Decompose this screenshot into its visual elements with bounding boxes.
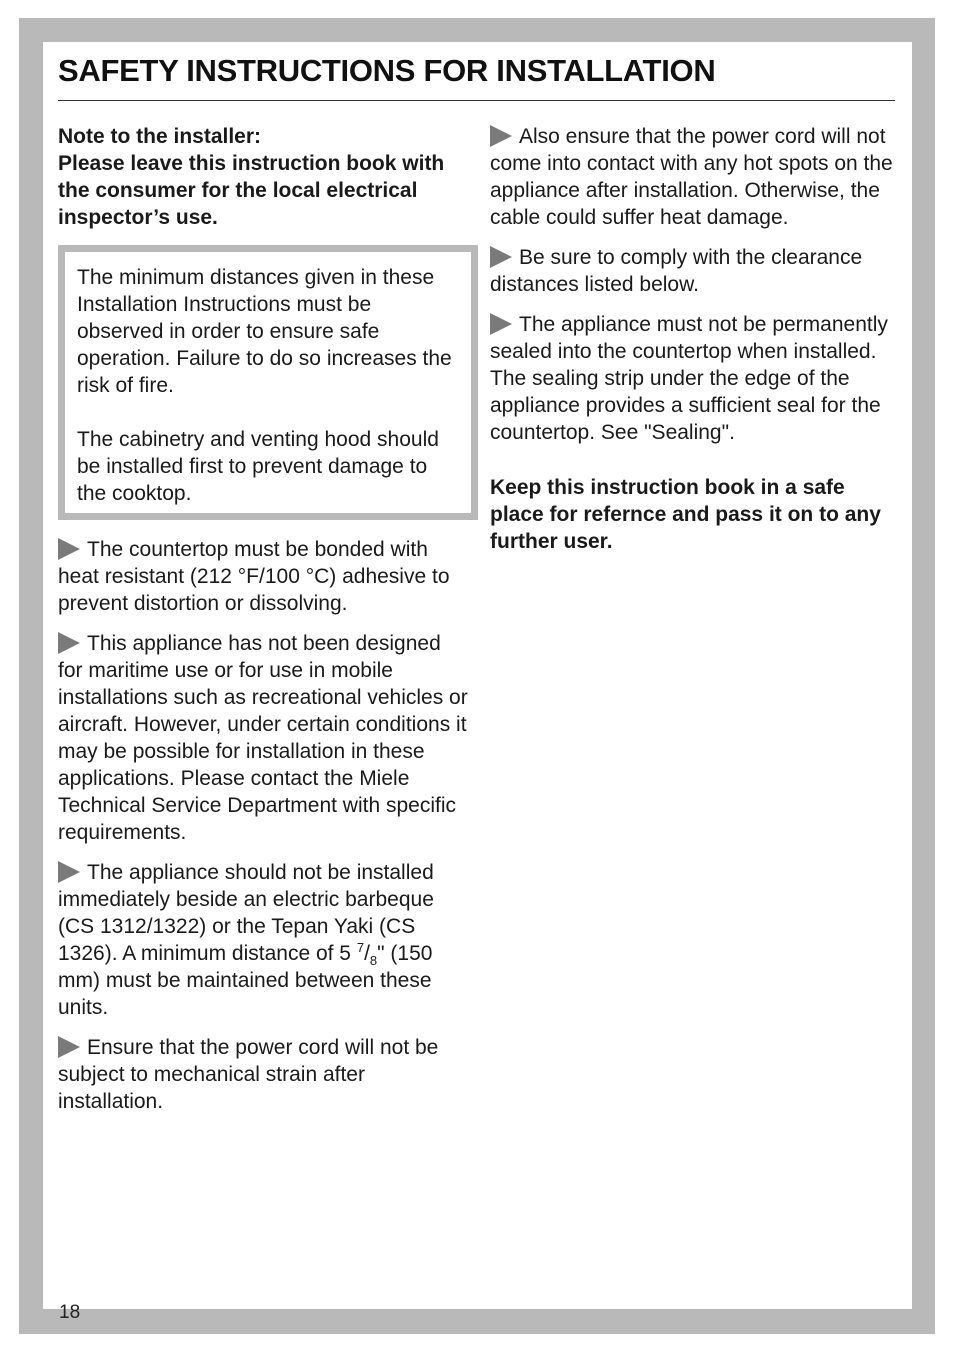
title-divider	[58, 100, 895, 101]
warning-box-paragraph-1: The minimum distances given in these Installation Instructions must be observed in order to ensure safe operation. Failure to do so increases the risk of fire.	[77, 266, 452, 397]
installer-note-text: Please leave this instruction book with the consumer for the local electrical inspector’s use.	[58, 152, 445, 229]
installer-note-heading: Note to the installer:	[58, 125, 262, 148]
triangle-right-icon	[490, 313, 512, 335]
list-item	[490, 123, 900, 231]
list-item-text: This appliance has not been designed for maritime use or for use in mobile installations such as recreational vehicles or aircraft. However, under certain conditions it may be possible for installation in these applications. Please contact the Miele Technical Service Department with specific requirements.	[58, 632, 468, 844]
list-item-text: Ensure that the power cord will not be subject to mechanical strain after installation.	[58, 1036, 439, 1113]
triangle-right-icon	[58, 861, 80, 883]
fraction-denominator: 8	[369, 953, 378, 969]
list-item-text-end: " (150 mm) must be maintained between these units.	[58, 942, 433, 1019]
list-item-text: Be sure to comply with the clearance distances listed below.	[490, 246, 863, 296]
list-item	[490, 244, 900, 298]
triangle-right-icon	[490, 125, 512, 147]
keep-book-note: Keep this instruction book in a safe place for refernce and pass it on to any further user.	[490, 476, 881, 553]
warning-box-paragraph-2: The cabinetry and venting hood should be installed first to prevent damage to the cooktop.	[77, 428, 439, 505]
list-item-text: The appliance must not be permanently sealed into the countertop when installed. The sealing strip under the edge of the appliance provides a sufficient seal for the countertop. See "Sealing".	[490, 313, 888, 444]
page-title: SAFETY INSTRUCTIONS FOR INSTALLATION	[58, 53, 716, 88]
fraction-numerator: 7	[356, 940, 365, 955]
list-item	[58, 536, 468, 617]
list-item	[490, 311, 900, 446]
list-item-text: The countertop must be bonded with heat resistant (212 °F/100 °C) adhesive to prevent distortion or dissolving.	[58, 538, 450, 615]
triangle-right-icon	[58, 538, 80, 560]
left-column	[58, 123, 468, 1128]
installer-note	[58, 123, 468, 231]
page-number: 18	[59, 1302, 81, 1323]
triangle-right-icon	[490, 246, 512, 268]
triangle-right-icon	[58, 1036, 80, 1058]
fraction-slash: /	[364, 942, 370, 965]
triangle-right-icon	[58, 632, 80, 654]
list-item	[58, 1034, 468, 1115]
list-item-text: The appliance should not be installed immediately beside an electric barbeque (CS 1312/1322) or the Tepan Yaki (CS 1326). A minimum distance of 5	[58, 861, 434, 965]
list-item	[58, 859, 468, 1021]
list-item-text: Also ensure that the power cord will not come into contact with any hot spots on the appliance after installation. Otherwise, the cable could suffer heat damage.	[490, 125, 893, 229]
list-item	[58, 630, 468, 846]
warning-box	[58, 245, 478, 520]
right-column	[490, 123, 900, 576]
